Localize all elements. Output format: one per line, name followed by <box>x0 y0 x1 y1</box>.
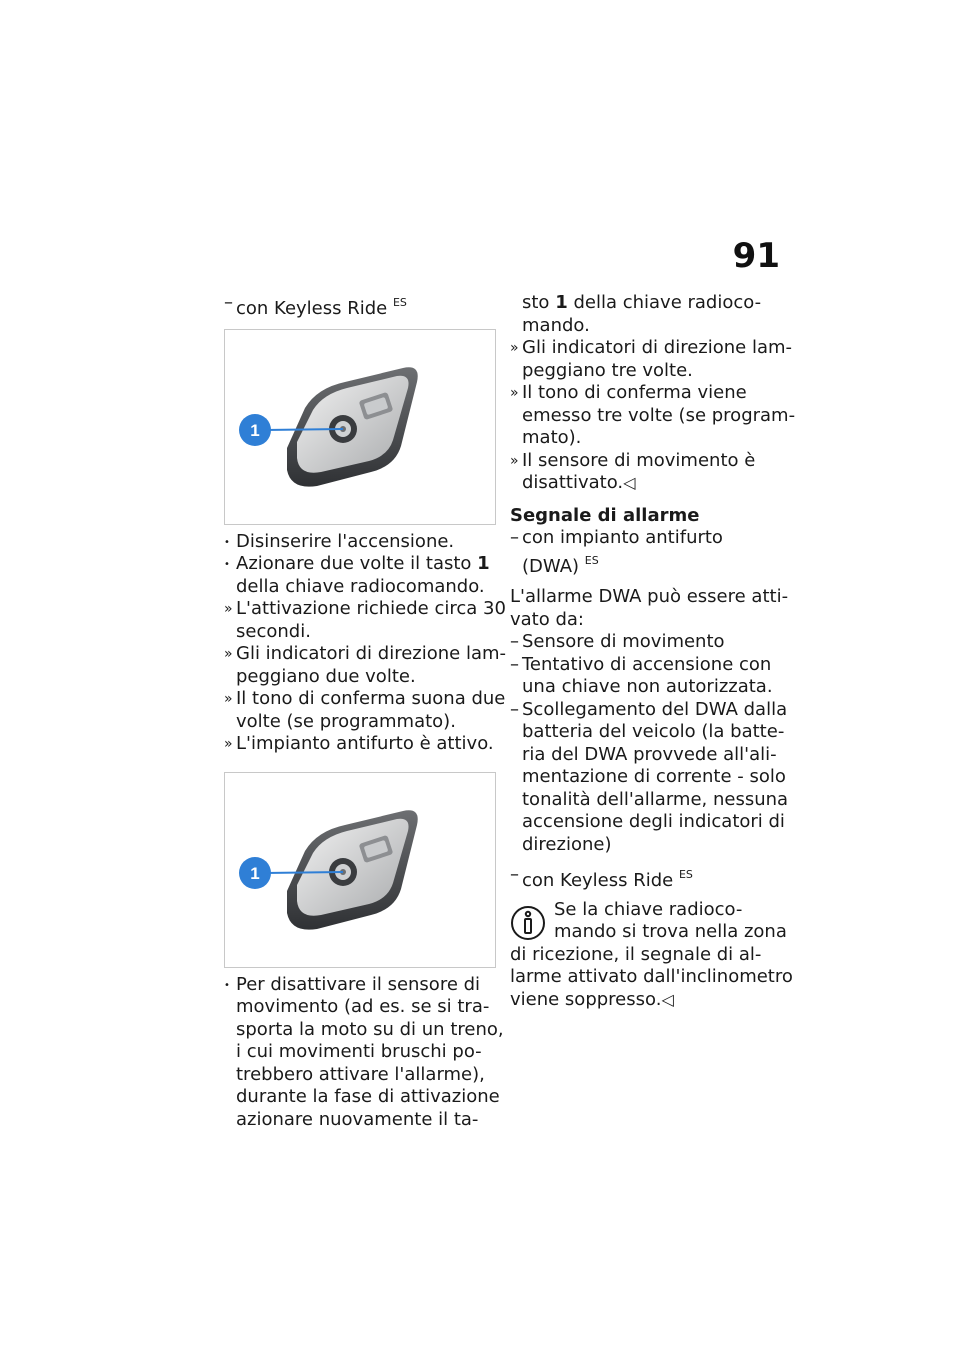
list-item: • Per disattivare il sensore di movimento (ad es. se si tra- sporta la moto su di un treno, i cui movimenti bruschi po- trebbero attivare l'allarme), durante la fase di attivazione azionare nuovamente il ta- <box>224 973 504 1130</box>
dash-marker: – <box>510 631 519 652</box>
section-heading: Segnale di allarme <box>510 504 700 526</box>
key-figure-1 <box>224 329 496 525</box>
right-column <box>510 292 796 1011</box>
callout-number: 1 <box>250 420 260 440</box>
list-item: • Azionare due volte il tasto 1 della chiave radiocomando. <box>224 553 490 597</box>
radio-key-illustration <box>225 330 495 524</box>
variant-label: – con impianto antifurto (DWA) $^{ES}$ <box>510 527 723 577</box>
bullet-marker: • <box>224 559 230 570</box>
list-item: – Tentativo di accensione con una chiave non autorizzata. <box>510 653 773 697</box>
dash-marker: – <box>224 292 233 313</box>
list-item: » Gli indicatori di direzione lam- peggiano due volte. <box>224 643 507 687</box>
variant-label: – con Keyless Ride $^{ES}$ <box>224 292 407 319</box>
list-item: » Il sensore di movimento è disattivato.◁ <box>510 449 756 493</box>
list-item: • Disinserire l'accensione. <box>224 531 496 554</box>
result-marker: » <box>224 691 233 707</box>
end-of-section-icon: ◁ <box>623 473 636 492</box>
list-item: » L'attivazione richiede circa 30 secondi. <box>224 598 506 642</box>
paragraph: L'allarme DWA può essere atti- vato da: <box>510 586 789 630</box>
dash-marker: – <box>510 527 519 548</box>
result-marker: » <box>224 646 233 662</box>
dash-marker: – <box>510 653 519 675</box>
continued-step: sto 1 della chiave radioco- mando. <box>522 292 762 336</box>
bullet-marker: • <box>224 536 230 548</box>
list-item: » Gli indicatori di direzione lam- peggiano tre volte. <box>510 337 793 381</box>
dash-marker: – <box>510 864 519 885</box>
bullet-marker: • <box>224 979 230 991</box>
info-note <box>510 898 793 1012</box>
trigger-list <box>510 631 789 856</box>
key-figure-2 <box>224 772 496 968</box>
left-column <box>224 292 507 1131</box>
reference-number: 1 <box>555 292 568 313</box>
result-marker: » <box>510 385 519 401</box>
callout-number: 1 <box>250 863 260 883</box>
page-number: 91 <box>732 236 780 276</box>
equipment-superscript: ES <box>584 553 599 567</box>
dash-marker: – <box>510 698 519 720</box>
variant-label: – con Keyless Ride $^{ES}$ <box>510 864 693 891</box>
reference-number: 1 <box>477 553 490 574</box>
result-marker: » <box>224 736 233 752</box>
list-item: » Il tono di conferma viene emesso tre volte (se program- mato). <box>510 382 796 448</box>
equipment-superscript: ES <box>678 868 693 881</box>
end-of-section-icon: ◁ <box>661 989 674 1009</box>
steps-list-1 <box>224 530 507 756</box>
result-marker: » <box>224 601 233 617</box>
result-marker: » <box>510 452 519 469</box>
list-item: – Scollegamento del DWA dalla batteria del veicolo (la batte- ria del DWA provvede all'ali- mentazione di corrente - solo tonalità dell'allarme, nessuna accensione degli indicatori di direzione) <box>510 698 789 855</box>
list-item: » Il tono di conferma suona due volte (se programmato). <box>224 688 506 732</box>
list-item: » L'impianto antifurto è attivo. <box>224 733 494 754</box>
radio-key-illustration <box>225 773 495 967</box>
info-text: Se la chiave radioco- mando si trova nella zona di ricezione, il segnale di al- larme attivato dall'inclinometro viene soppresso.◁ <box>510 898 793 1010</box>
result-marker: » <box>510 340 519 356</box>
list-item: – Sensore di movimento <box>510 631 725 652</box>
equipment-superscript: ES <box>392 296 407 309</box>
